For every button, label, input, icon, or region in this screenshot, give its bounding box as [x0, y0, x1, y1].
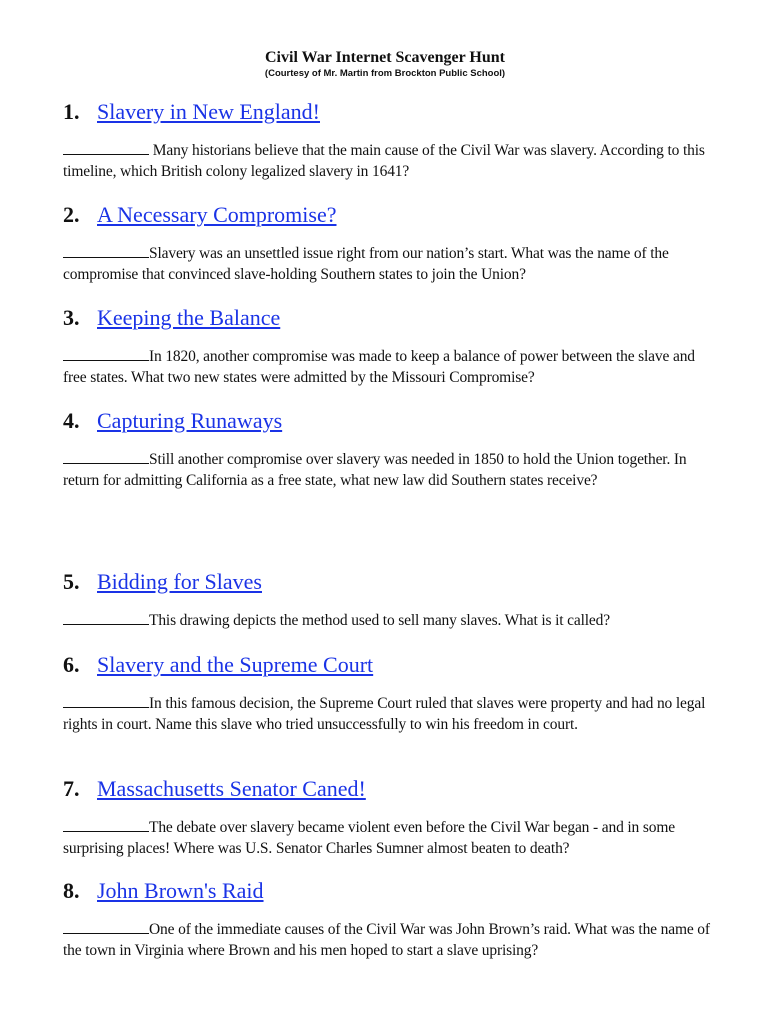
question-number: 3. [63, 305, 80, 330]
question-link[interactable]: A Necessary Compromise? [97, 202, 337, 227]
answer-blank[interactable] [63, 449, 149, 464]
question-text [63, 243, 713, 285]
question-2 [63, 201, 713, 285]
page-subtitle: (Courtesy of Mr. Martin from Brockton Public School) [264, 68, 506, 79]
question-5 [63, 568, 713, 631]
question-heading [63, 407, 713, 435]
question-number: 6. [63, 652, 80, 677]
question-number: 7. [63, 776, 80, 801]
question-heading [63, 304, 713, 332]
question-link[interactable]: Massachusetts Senator Caned! [97, 776, 366, 801]
question-link[interactable]: Keeping the Balance [97, 305, 281, 330]
question-prompt: One of the immediate causes of the Civil War was John Brown’s raid. What was the name of the town in Virginia where Brown and his men hoped to start a slave uprising? [63, 921, 710, 959]
question-prompt: Slavery was an unsettled issue right from our nation’s start. What was the name of the compromise that convinced slave-holding Southern states to join the Union? [63, 245, 669, 283]
question-heading [63, 201, 713, 229]
question-link[interactable]: Bidding for Slaves [97, 569, 262, 594]
question-4 [63, 407, 713, 491]
question-prompt: This drawing depicts the method used to sell many slaves. What is it called? [149, 612, 610, 629]
question-number: 2. [63, 202, 80, 227]
answer-blank[interactable] [63, 919, 149, 934]
answer-blank[interactable] [63, 140, 149, 155]
question-heading [63, 775, 713, 803]
question-text [63, 346, 713, 388]
question-number: 8. [63, 878, 80, 903]
question-link[interactable]: John Brown's Raid [97, 878, 264, 903]
question-7 [63, 775, 713, 859]
question-prompt: Still another compromise over slavery was needed in 1850 to hold the Union together. In return for admitting California as a free state, what new law did Southern states receive? [63, 451, 687, 489]
question-link[interactable]: Slavery and the Supreme Court [97, 652, 374, 677]
page-title: Civil War Internet Scavenger Hunt [265, 49, 505, 66]
question-heading [63, 651, 713, 679]
question-link[interactable]: Slavery in New England! [97, 99, 320, 124]
answer-blank[interactable] [63, 243, 149, 258]
question-8 [63, 877, 713, 961]
question-prompt: In this famous decision, the Supreme Court ruled that slaves were property and had no legal rights in court. Name this slave who tried unsuccessfully to win his freedom in court. [63, 695, 706, 733]
question-heading [63, 98, 713, 126]
question-heading [63, 877, 713, 905]
question-text [63, 449, 713, 491]
question-link[interactable]: Capturing Runaways [97, 408, 283, 433]
question-text [63, 610, 713, 631]
question-text [63, 693, 713, 735]
answer-blank[interactable] [63, 610, 149, 625]
answer-blank[interactable] [63, 817, 149, 832]
answer-blank[interactable] [63, 346, 149, 361]
question-text [63, 140, 713, 182]
question-number: 1. [63, 99, 80, 124]
question-prompt: Many historians believe that the main cause of the Civil War was slavery. According to this timeline, which British colony legalized slavery in 1641? [63, 142, 705, 180]
question-text [63, 817, 713, 859]
question-1 [63, 98, 713, 182]
question-heading [63, 568, 713, 596]
question-number: 5. [63, 569, 80, 594]
question-6 [63, 651, 713, 735]
question-prompt: In 1820, another compromise was made to keep a balance of power between the slave and free states. What two new states were admitted by the Missouri Compromise? [63, 348, 695, 386]
question-3 [63, 304, 713, 388]
question-number: 4. [63, 408, 80, 433]
question-prompt: The debate over slavery became violent even before the Civil War began - and in some surprising places! Where was U.S. Senator Charles Sumner almost beaten to death? [63, 819, 676, 857]
question-text [63, 919, 713, 961]
answer-blank[interactable] [63, 693, 149, 708]
